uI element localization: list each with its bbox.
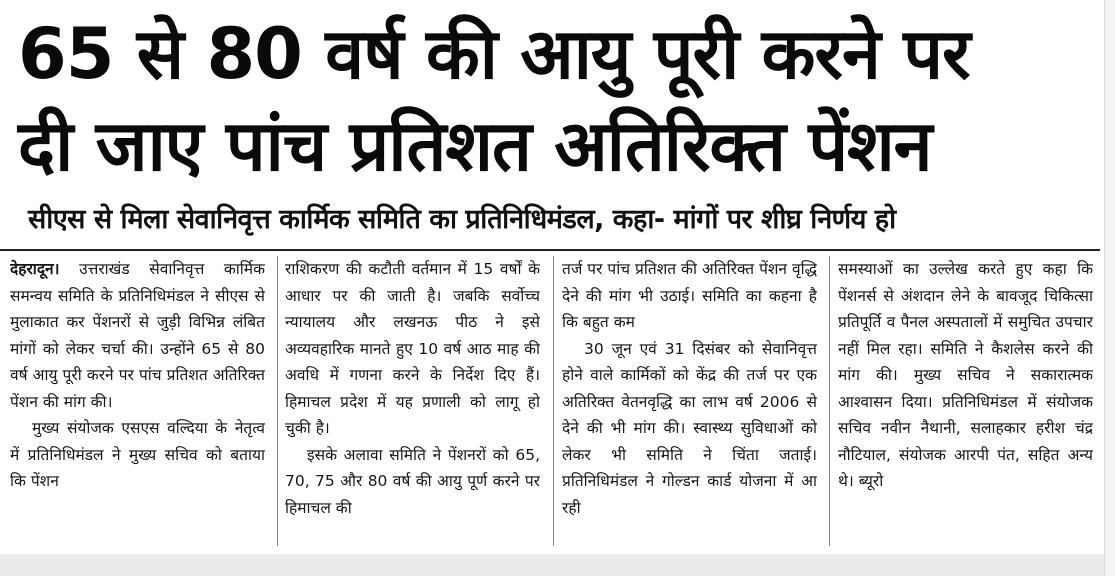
dateline: देहरादून। <box>10 260 60 278</box>
article-column-2 <box>285 256 540 548</box>
column-1-paragraph-1: उत्तराखंड सेवानिवृत्त कार्मिक समन्वय समिति के प्रतिनिधिमंडल ने सीएस से मुलाकात कर पेंशनरों से जुड़ी विभिन्न लंबित मांगों को लेकर चर्चा की। उन्होंने 65 से 80 वर्ष आयु पूरी करने पर पांच प्रतिशत अतिरिक्त पेंशन की मांग की। <box>10 260 265 411</box>
column-4-paragraph-1: समस्याओं का उल्लेख करते हुए कहा कि पेंशनर्स से अंशदान लेने के बावजूद चिकित्सा प्रतिपूर्ति व पैनल अस्पतालों में समुचित उपचार नहीं मिल रहा। समिति ने कैशलेस करने की मांग की। मुख्य सचिव ने सकारात्मक आश्वासन दिया। प्रतिनिधिमंडल में संयोजक सचिव नवीन नैथानी, सलाहकार हरीश चंद्र नौटियाल, संयोजक आरपी पंत, सहित अन्य थे। ब्यूरो <box>838 260 1093 490</box>
column-3-paragraph-1: तर्ज पर पांच प्रतिशत की अतिरिक्त पेंशन वृद्धि देने की मांग भी उठाई। समिति का कहना है कि बहुत कम <box>562 260 817 331</box>
headline-line-1: 65 से 80 वर्ष की आयु पूरी करने पर <box>18 13 970 95</box>
article-column-4 <box>838 256 1093 548</box>
column-divider <box>829 256 830 546</box>
column-divider <box>277 256 278 546</box>
column-3-paragraph-2: 30 जून एवं 31 दिसंबर को सेवानिवृत्त होने वाले कार्मिकों को केंद्र की तर्ज पर एक अतिरिक्त वेतनवृद्धि का लाभ वर्ष 2006 से देने की भी मांग की। स्वास्थ्य सुविधाओं को लेकर भी समिति ने चिंता जताई। प्रतिनिधिमंडल ने गोल्डन कार्ड योजना में आ रही <box>562 339 817 517</box>
headline-line-2: दी जाए पांच प्रतिशत अतिरिक्त पेंशन <box>18 105 932 187</box>
article-column-3 <box>562 256 817 548</box>
adjacent-article-edge <box>1104 0 1115 576</box>
headline <box>18 8 1078 192</box>
column-divider <box>553 256 554 546</box>
page-bottom-strip <box>0 554 1115 576</box>
article-column-1 <box>10 256 265 548</box>
column-1-paragraph-2: मुख्य संयोजक एसएस वल्दिया के नेतृत्व में प्रतिनिधिमंडल ने मुख्य सचिव को बताया कि पेंशन <box>10 419 265 490</box>
column-2-paragraph-2: इसके अलावा समिति ने पेंशनरों को 65, 70, 75 और 80 वर्ष की आयु पूर्ण करने पर हिमाचल की <box>285 445 540 517</box>
column-2-paragraph-1: राशिकरण की कटौती वर्तमान में 15 वर्षों के आधार पर की जाती है। जबकि सर्वोच्च न्यायालय और लखनऊ पीठ ने इसे अव्यवहारिक मानते हुए 10 वर्ष आठ माह की अवधि में गणना करने के निर्देश दिए हैं। हिमाचल प्रदेश में यह प्रणाली को लागू हो चुकी है। <box>285 260 540 437</box>
divider <box>0 249 1100 251</box>
subheadline: सीएस से मिला सेवानिवृत्त कार्मिक समिति का प्रतिनिधिमंडल, कहा- मांगों पर शीघ्र निर्णय हो <box>28 204 896 235</box>
